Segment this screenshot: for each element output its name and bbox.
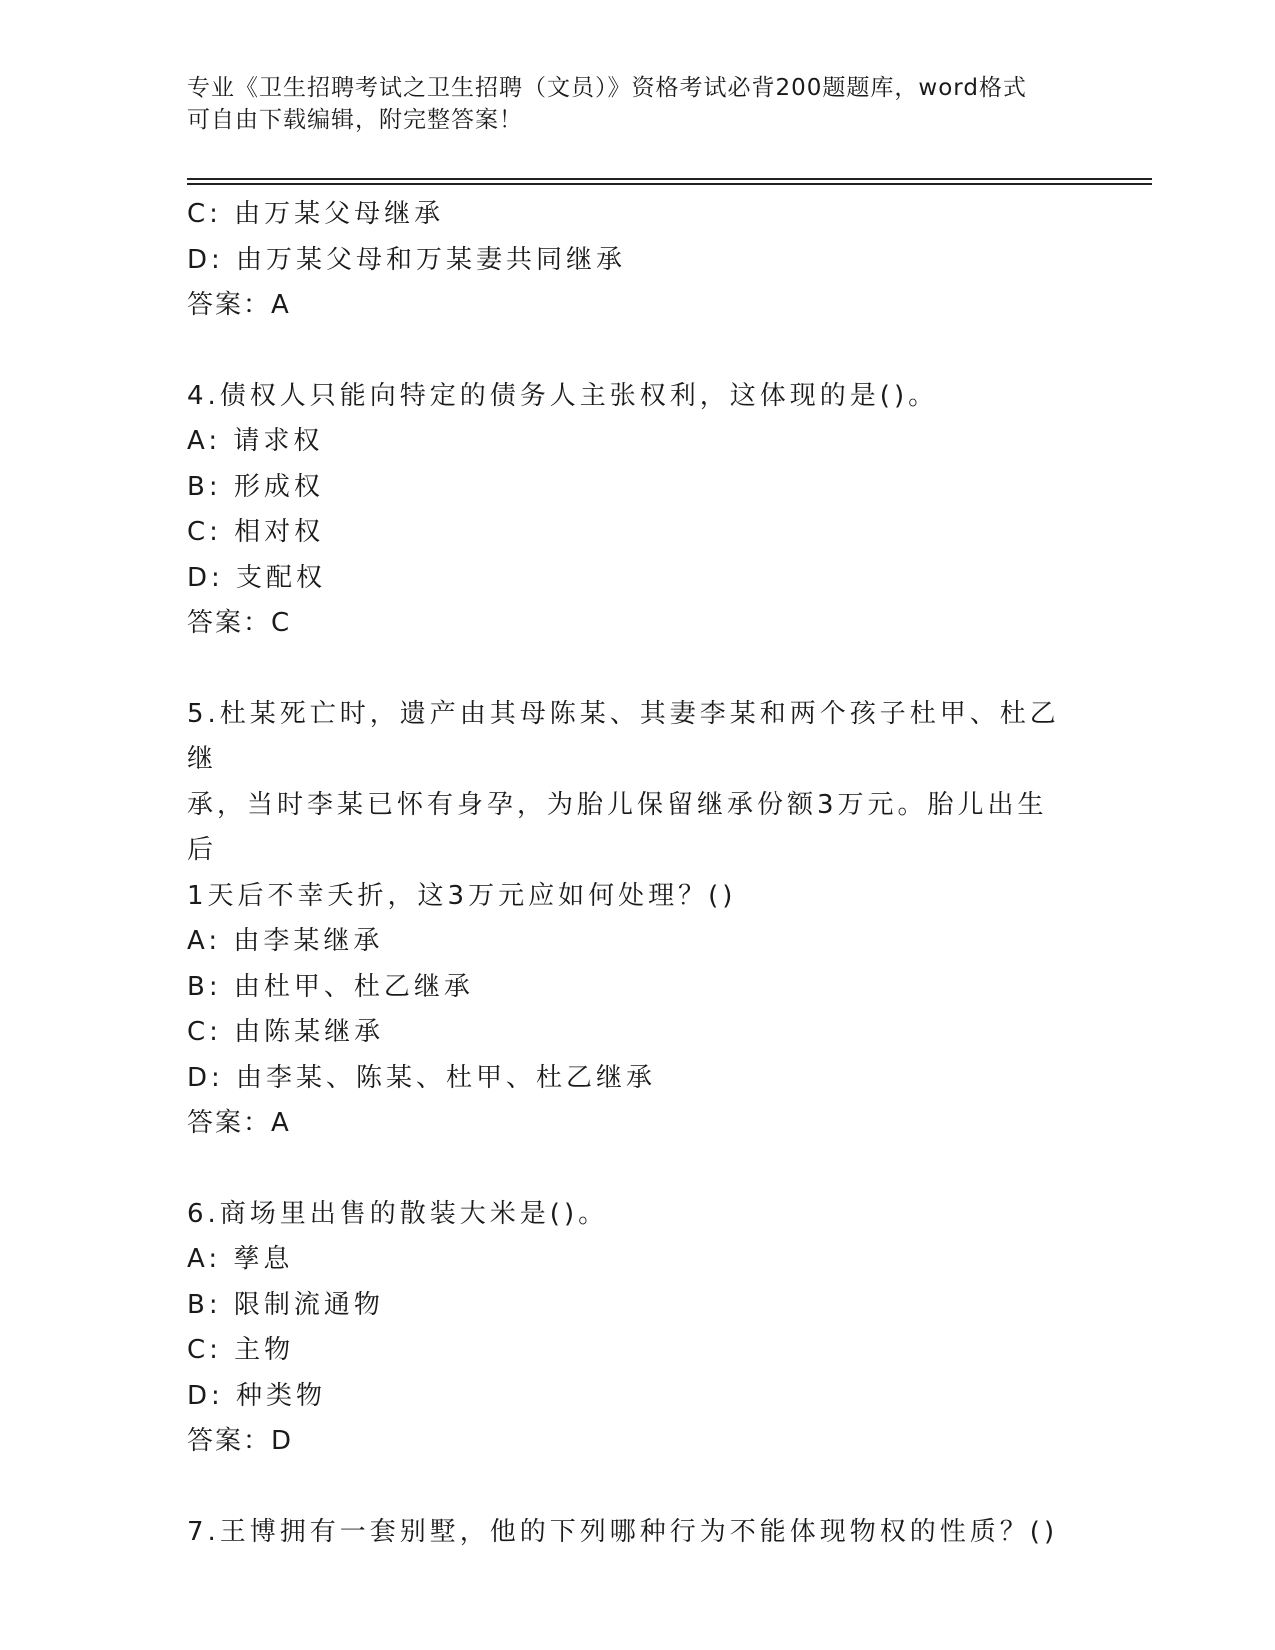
- question-6: [187, 1192, 1067, 1465]
- option-d: D: 由李某、陈某、杜甲、杜乙继承: [187, 1062, 657, 1093]
- question-text-line-3: 1天后不幸夭折，这3万元应如何处理？(): [187, 880, 737, 911]
- option-a: A: 孳息: [187, 1244, 294, 1274]
- question-list: [187, 192, 1067, 1555]
- question-text: 7.王博拥有一套别墅，他的下列哪种行为不能体现物权的性质？(): [187, 1516, 1059, 1547]
- question-text: 6.商场里出售的散装大米是()。: [187, 1198, 609, 1229]
- answer-line: 答案：A: [187, 1108, 291, 1138]
- question-7: [187, 1510, 1067, 1556]
- answer-line: 答案：A: [187, 290, 291, 320]
- option-c: C: 主物: [187, 1335, 295, 1365]
- option-c: C: 由万某父母继承: [187, 199, 445, 229]
- option-b: B: 形成权: [187, 471, 324, 502]
- answer-line: 答案：C: [187, 608, 292, 638]
- option-a: A: 由李某继承: [187, 926, 384, 956]
- option-a: A: 请求权: [187, 426, 324, 456]
- header-divider-bottom: [187, 183, 1152, 185]
- question-text-line-1: 5.杜某死亡时，遗产由其母陈某、其妻李某和两个孩子杜甲、杜乙继: [187, 698, 1060, 774]
- header-title-line-2: 可自由下载编辑，附完整答案！: [187, 107, 523, 133]
- header-title-line-1: 专业《卫生招聘考试之卫生招聘（文员）》资格考试必背200题题库，word格式: [187, 75, 1027, 101]
- question-text-line-2: 承，当时李某已怀有身孕，为胎儿保留继承份额3万元。胎儿出生后: [187, 789, 1048, 865]
- option-b: B: 由杜甲、杜乙继承: [187, 971, 474, 1002]
- header-divider-top: [187, 178, 1152, 180]
- question-5: [187, 692, 1067, 1147]
- question-3-continuation: [187, 192, 1067, 329]
- option-d: D: 支配权: [187, 562, 327, 593]
- option-b: B: 限制流通物: [187, 1289, 384, 1320]
- answer-line: 答案：D: [187, 1426, 294, 1456]
- option-d: D: 种类物: [187, 1380, 327, 1411]
- question-4: [187, 374, 1067, 647]
- option-c: C: 由陈某继承: [187, 1017, 385, 1047]
- question-text: 4.债权人只能向特定的债务人主张权利，这体现的是()。: [187, 380, 939, 411]
- option-c: C: 相对权: [187, 517, 325, 547]
- document-header: [187, 72, 1067, 136]
- option-d: D: 由万某父母和万某妻共同继承: [187, 244, 627, 275]
